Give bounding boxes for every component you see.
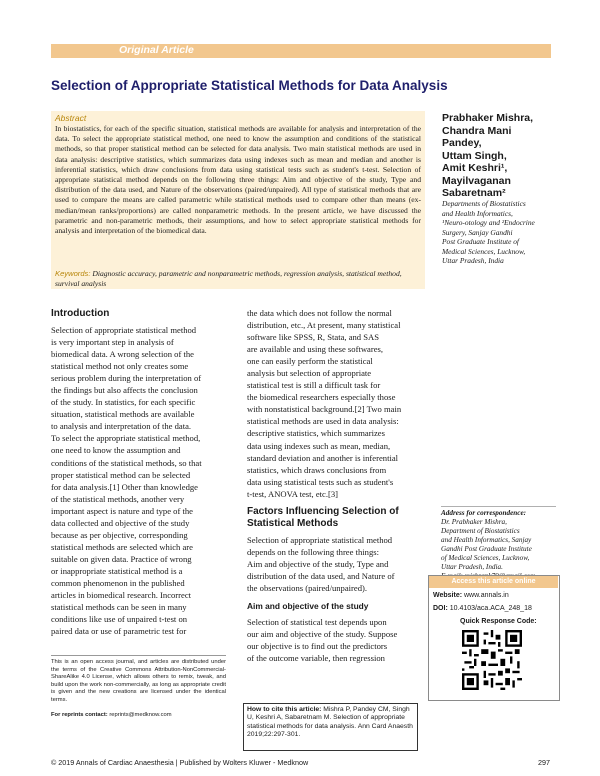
text-line: conditions like use of unpaired t-test on xyxy=(51,614,188,625)
reprints-email[interactable]: reprints@medknow.com xyxy=(109,712,172,718)
author-line: Prabhaker Mishra, xyxy=(442,112,534,124)
affiliation-line: ¹Neuro-otology and ²Endocrine xyxy=(442,218,535,227)
text-line: data using indexes such as mean, median, xyxy=(247,440,391,451)
abstract-heading: Abstract xyxy=(55,113,87,123)
correspondence xyxy=(441,506,556,581)
correspondence-line: of Medical Sciences, Lucknow, xyxy=(441,554,530,562)
doi-link[interactable]: 10.4103/aca.ACA_248_18 xyxy=(449,605,532,612)
text-line: statistical methods can be seen in many xyxy=(51,602,187,613)
website-line xyxy=(433,592,509,599)
correspondence-line: Dr. Prabhaker Mishra, xyxy=(441,518,507,526)
factors-heading xyxy=(247,506,399,530)
text-line: common phenomenon in the published xyxy=(51,577,185,588)
text-line: the observations (paired/unpaired). xyxy=(247,583,368,594)
factors-text xyxy=(247,534,421,594)
text-line: Selection of appropriate statistical method xyxy=(51,325,197,335)
author-line: Mayilvaganan xyxy=(442,174,511,187)
text-line: Selection of appropriate statistical method xyxy=(247,535,393,545)
affiliation-line: Surgery, Sanjay Gandhi xyxy=(442,227,513,237)
text-line: software like SPSS, R, Stata, and SAS xyxy=(247,332,380,343)
doi-label: DOI: xyxy=(433,605,448,612)
text-line: analysis but selection of appropriate xyxy=(247,368,372,379)
affiliation-line: and Health Informatics, xyxy=(442,208,513,218)
text-line: standard deviation and another is inferential xyxy=(247,452,399,463)
article-title: Selection of Appropriate Statistical Methods for Data Analysis xyxy=(51,78,448,93)
text-line: our aim and objective of the study. Suppose xyxy=(247,629,398,640)
website-label: Website: xyxy=(433,592,463,599)
intro-text xyxy=(51,324,227,637)
article-type-banner xyxy=(51,44,551,58)
text-line: or inappropriate statistical method is a xyxy=(51,565,183,576)
author-line: Pandey, xyxy=(442,137,482,149)
affiliation-line: Post Graduate Institute of xyxy=(442,237,519,246)
cite-label: How to cite this article: xyxy=(247,706,322,713)
text-line: statistical methods are selected which are xyxy=(51,541,193,552)
text-line: statistics, which draws conclusions from xyxy=(247,464,387,475)
website-link[interactable]: www.annals.in xyxy=(464,592,509,599)
text-line: the biomedical researchers especially those xyxy=(247,392,396,403)
text-line: situation, statistical methods are available xyxy=(51,409,195,420)
page-number: 297 xyxy=(538,758,550,767)
text-line: conditions of the statistical methods, so that xyxy=(51,457,202,468)
text-line: of the statistical methods, another very xyxy=(51,493,185,504)
keywords-text: Diagnostic accuracy, parametric and nonparametric methods, regression analysis, statistical method, survival analysis xyxy=(55,269,402,288)
text-line: descriptive statistics, which summarizes xyxy=(247,428,385,439)
author-list xyxy=(442,112,562,200)
text-line: to analysis and interpretation of the data. xyxy=(51,421,192,432)
factors-heading-line: Statistical Methods xyxy=(247,518,339,529)
text-line: distribution of the data used, and Nature of xyxy=(247,571,395,582)
author-line: Sabaretnam² xyxy=(442,187,506,199)
author-line: Amit Keshri¹, xyxy=(442,162,508,174)
article-type-label: Original Article xyxy=(119,44,194,56)
text-line: biomedical data. A wrong selection of the xyxy=(51,349,194,360)
text-line: statistical test is still a difficult task for xyxy=(247,380,381,391)
text-line: distribution, etc., At present, many statistical xyxy=(247,320,401,331)
qr-code-icon[interactable] xyxy=(462,630,522,690)
correspondence-heading: Address for correspondence: xyxy=(441,509,527,517)
keywords-label: Keywords: xyxy=(55,269,91,278)
license-note: This is an open access journal, and articles are distributed under the terms of the Creative Commons Attribution-NonCommercial-ShareAlike 4.0 License, which allows others to remix, tweak, and build upon the work non-commercially, as long as appropriate credit is given and the new creations are licensed under the identical terms. xyxy=(51,655,226,705)
correspondence-line: and Health Informatics, Sanjay xyxy=(441,536,532,544)
text-line: Selection of statistical test depends upon xyxy=(247,617,387,627)
column-2-text xyxy=(247,307,421,500)
reprints-line xyxy=(51,712,172,718)
text-line: one can easily perform the statistical xyxy=(247,356,373,367)
text-line: suitable on given data. Practice of wrong xyxy=(51,553,192,564)
text-line: paired data or use of parametric test for xyxy=(51,626,187,637)
abstract-text: In biostatistics, for each of the specific situation, statistical methods are available for analysis and interpretation of the data. To select the appropriate statistical method, one need to know the assumption and conditions of the statistical methods, so that proper statistical method can be selected for data analysis. Two main statistical methods are used in data analysis: descriptive statistics, which summarizes data using indexes such as mean and median and another is inferential statistics, which draw conclusions from data using statistical tests such as student's t-test. Selection of appropriate statistical method depends on the following three things: Aim and objective of the study, Type and distribution of the data used, and Nature of the observations (paired/unpaired). All type of statistical methods that are used to compare the means are called parametric while statistical methods used to compare other than means (ex-median/mean ranks/proportions) are called nonparametric methods. In the present article, we have discussed the parametric and non-parametric methods, their assumptions, and how to select appropriate statistical methods for analysis and interpretation of the biomedical data. xyxy=(55,124,421,236)
access-heading: Access this article online xyxy=(429,576,558,588)
factors-heading-line: Factors Influencing Selection of xyxy=(247,506,399,517)
text-line: t-test, ANOVA test, etc.[3] xyxy=(247,488,339,499)
cite-body: Mishra P, Pandey CM, Singh U, Keshri A, Sabaretnam M. Selection of appropriate statistical methods for data analysis. Ann Card Anaesth 2019;22:297-301. xyxy=(247,706,413,738)
aim-text xyxy=(247,616,421,664)
text-line: proper statistical method can be selected xyxy=(51,469,191,480)
text-line: the findings but also affects the conclusion xyxy=(51,385,198,396)
text-line: our objective is to find out the predictors xyxy=(247,641,388,652)
text-line: data collected and objective of the study xyxy=(51,517,190,528)
cite-text xyxy=(247,706,413,739)
affiliation-line: Medical Sciences, Lucknow, xyxy=(442,246,526,256)
text-line: Aim and objective of the study, Type and xyxy=(247,559,389,570)
aim-heading: Aim and objective of the study xyxy=(247,601,369,611)
footer-copyright: © 2019 Annals of Cardiac Anaesthesia | Published by Wolters Kluwer - Medknow xyxy=(51,758,309,767)
author-line: Chandra Mani xyxy=(442,124,512,137)
text-line: of the study. In statistics, for each specific xyxy=(51,397,196,408)
keywords xyxy=(55,269,421,289)
text-line: is very important step in analysis of xyxy=(51,337,174,348)
text-line: with nonstatistical background.[2] Two main xyxy=(247,404,402,415)
reprints-label: For reprints contact: xyxy=(51,712,108,718)
text-line: data using statistical tests such as student's xyxy=(247,476,394,487)
text-line: important aspect is nature and type of the xyxy=(51,505,193,516)
correspondence-line: Gandhi Post Graduate Institute xyxy=(441,545,532,553)
affiliation-line: Departments of Biostatistics xyxy=(442,199,526,208)
affiliation-line: Uttar Pradesh, India xyxy=(442,256,504,265)
intro-heading: Introduction xyxy=(51,308,110,319)
text-line: of the outcome variable, then regression xyxy=(247,653,385,664)
correspondence-line: Department of Biostatistics xyxy=(441,527,520,535)
author-line: Uttam Singh, xyxy=(442,149,507,162)
text-line: articles in biomedical research. Incorrect xyxy=(51,590,192,601)
affiliation xyxy=(442,199,562,266)
text-line: are available and using these softwares, xyxy=(247,344,384,355)
text-line: statistical methods are used in data analysis: xyxy=(247,416,399,427)
doi-line xyxy=(433,605,532,612)
text-line: because as per objective, corresponding xyxy=(51,529,188,540)
correspondence-line: Uttar Pradesh, India. xyxy=(441,563,503,571)
text-line: for data analysis.[1] Other than knowledge xyxy=(51,481,199,492)
text-line: To select the appropriate statistical method, xyxy=(51,433,201,444)
text-line: statistical method not only creates some xyxy=(51,361,189,372)
text-line: one need to know the assumption and xyxy=(51,445,181,456)
qr-label: Quick Response Code: xyxy=(460,618,537,625)
text-line: the data which does not follow the normal xyxy=(247,308,392,318)
text-line: depends on the following three things: xyxy=(247,547,379,558)
text-line: serious problem during the interpretation of xyxy=(51,373,202,384)
